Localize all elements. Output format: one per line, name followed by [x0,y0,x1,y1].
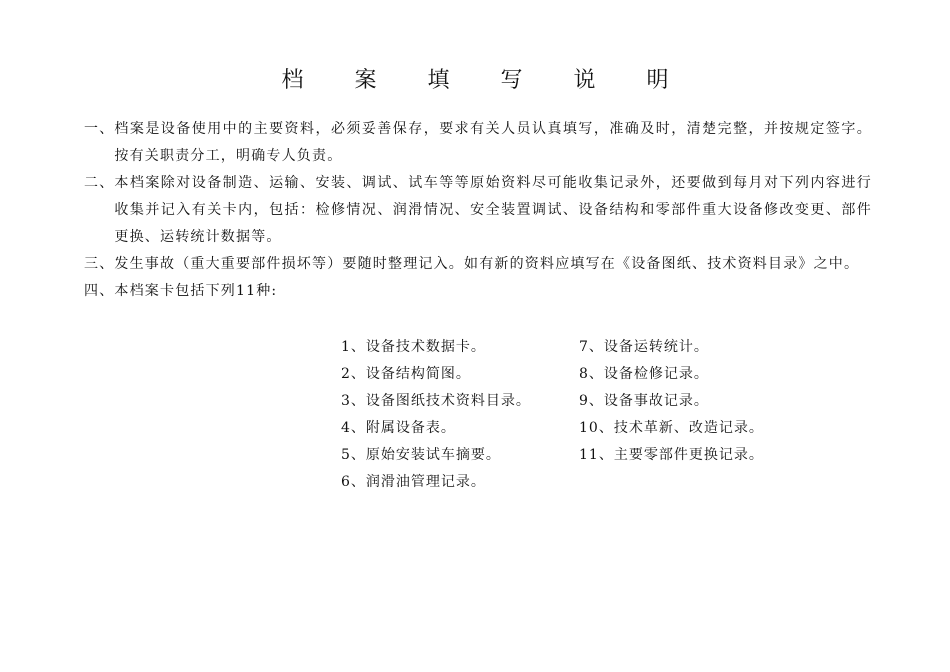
card-item: 2、设备结构简图。 [341,366,471,382]
instruction-text: 档案是设备使用中的主要资料，必须妥善保存，要求有关人员认真填写，准确及时，清楚完整，并按规定签字。按有关职责分工，明确专人负责。 [114,121,872,164]
instruction-list [84,116,872,305]
card-item: 11、主要零部件更换记录。 [579,447,764,463]
card-row [341,388,841,415]
instruction-number: 一、 [84,121,115,137]
card-item: 3、设备图纸技术资料目录。 [341,393,531,409]
instruction-text: 发生事故（重大重要部件损坏等）要随时整理记入。如有新的资料应填写在《设备图纸、技术资料目录》之中。 [114,256,860,272]
card-row [341,415,841,442]
card-item: 5、原始安装试车摘要。 [341,447,501,463]
instruction-number: 二、 [84,175,115,191]
card-row [341,469,841,496]
card-item: 1、设备技术数据卡。 [341,339,486,355]
instruction-item-2 [84,170,872,251]
card-row [341,361,841,388]
card-item: 6、润滑油管理记录。 [341,474,486,490]
card-row [341,334,841,361]
instruction-number: 四、 [84,283,115,299]
card-item: 8、设备检修记录。 [579,366,709,382]
instruction-text: 本档案卡包括下列11种: [114,283,278,299]
instruction-text: 本档案除对设备制造、运输、安装、调试、试车等等原始资料尽可能收集记录外，还要做到每月对下列内容进行收集并记入有关卡内，包括：检修情况、润滑情况、安全装置调试、设备结构和零部件重大设备修改变更、部件更换、运转统计数据等。 [114,175,872,245]
card-item: 9、设备事故记录。 [579,393,709,409]
card-item [579,469,841,496]
instruction-item-3 [84,251,872,278]
instruction-number: 三、 [84,256,115,272]
instruction-item-4 [84,278,872,305]
card-item: 10、技术革新、改造记录。 [579,420,764,436]
card-item: 4、附属设备表。 [341,420,456,436]
card-list [341,334,841,496]
card-item: 7、设备运转统计。 [579,339,709,355]
document-title: 档 案 填 写 说 明 [281,68,691,93]
instruction-item-1 [84,116,872,170]
card-row [341,442,841,469]
